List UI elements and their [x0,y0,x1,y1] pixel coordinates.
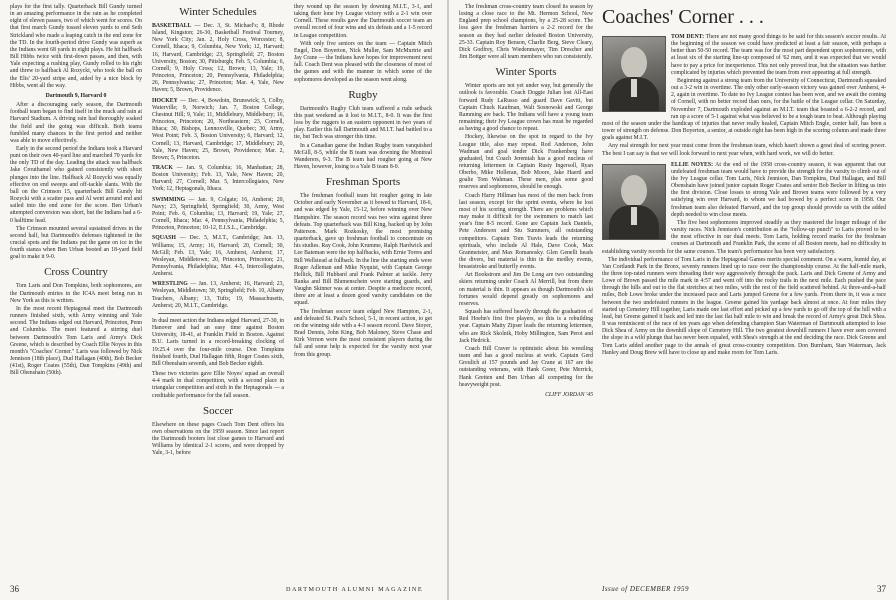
cross-country-heading: Cross Country [44,266,108,279]
winter-schedules-list [152,23,284,310]
paragraph: In dual meet action the Indians edged Harvard, 27-30, in Hanover and had an easy time against Boston University, 18-41, at Franklin Field in Boston. Against B.U. Laris turned in a record-breaking clocking of 19:25.4 over the four-mile course. Don Tompkins finished fourth, Dud Hallagan fifth, Roger Coates sixth, Bill Obenshain seventh, and Bob Becker eighth. [152,317,284,367]
cross-country-dual-meets [152,318,284,400]
paragraph: Hockey, likewise on the spot in regard to the Ivy League title, also may repeat. Rod Anderson, John Wadman and goal tender Dick Frankenberg have graduated, but Coach Jeremiah has a good nucleus of returning lettermen in Captain Rusty Ingersoll, Ryan Oberbo, Mike Holleran, Bob Moore, Jake Haertl and goalie Tom Wahman. These men, plus some good reserves and sophomores, should be enough. [459,134,593,191]
winter-sports-text [459,83,593,389]
schedule-entry [152,235,284,278]
soccer-heading: Soccer [203,404,233,417]
left-column-2 [152,4,284,460]
paragraph: Art Bookstrom and Jim De Long are two outstanding skiers returning under Coach Al Merrill, but from there on material is thin. It appears as though Dartmouth's ski fortunes would depend greatly on sophomores and reserves. [459,272,593,307]
left-column-3 [294,4,432,360]
harvard-game-subheading: Dartmouth 9, Harvard 0 [45,92,107,99]
schedule-entry [152,23,284,95]
soccer-continued [294,4,432,84]
freshman-sports-text [294,193,432,359]
schedule-entry [152,197,284,233]
paragraph: Squash has suffered heavily through the graduation of Red Hoehn's first five players, so this is a rebuilding year. Captain Matty Zipser leads the returning lettermen, who are Rick Skolnik, Hoby Millington, Sam Perot and Jack Hedrick. [459,309,593,344]
paragraph: The freshman football team hit rougher going in late October and early November as it bowed to Harvard, 18-6, and was edged by Yale, 15-12, before winning over New Hampshire. The season record was two wins against three defeats. Top quarterback was Bill King, backed up by John Patterson. Mark Rozkosky, the most promising quarterback, gave up freshman football to concentrate on his studies. Ray Cook, John Krumme, Ralph Hardwick and Lee Bateman were the top halfbacks, with Ernie Torres and Bill Wellstead at fullback. In the line the starting ends were Roger Adleman and Mike Nyquist, with Captain George Hellick, Bill Hubbard and Frank Palmer at tackle. Jerry Ranka and Bill Blumenschein were starting guards, and Vaughn Skinner was at center. Despite a mediocre record, there are at least a dozen good varsity candidates on the squad. [294,193,432,307]
paragraph: With only five seniors on the team — Captain Mitch Engel, Don Boyerton, Nick Muller, Sam McMurtrie and Jay Crane — the Indians have hopes for improvement next fall. Coach Dent was pleased with the closeness of most of the games and with the manner in which some of the sophomores developed as the season went along. [294,40,432,83]
paragraph: The Crimson mounted several sustained drives in the second half, but Dartmouth's defenses tightened in the crucial spots and the Indians put the game on ice in the fourth stanza when Ben Urban booted an 18-yard field goal to make it 9-0. [10,225,142,261]
paragraph: The individual performance of Tom Laris in the Heptagonal Games merits special comment. On a warm, humid day, at Van Cortlandt Park in the Bronx, seventy runners lined up to race over the championship course. At the half-mile mark, the three top-rated runners were threading their way aggressively through the pack. Laris and Dick Greene of Army and Lowe of Brown passed the mile mark in 4:57 and went off into the rocky trails in the next mile. Each pushed the pace through the hills and out to the flat stretches at two miles, with the rest of the field scattered behind. At three-and-a-half miles, Bob Lowe broke under the increased pace and Laris jumped Greene for a few yards. From there in, it was a race between the two undefeated runners in the league. Greene gained his yardage back almost at once. At four miles they started up Cemetery Hill together, Laris made one last effort and picked up a few yards to go off the top of the hill with a lead, but Greene gained it back and led into the last flat half mile to win and break the record of Army's great Dick Shea. It was reminiscent of the race of ten years ago when defending champion Stan Waterman of Dartmouth attempted to lose Dick Shea of Army on the downhill slope of Cemetery Hill. The two greatest downhill runners I have ever seen covered the slope in a wild plunge that has never been equaled, with Shea's strength at the end deciding the race. Dick Greene and Tom Laris added another page to the annals of great cross-country competition. Don Burnham, Stan Waterman, Jack Hanley and Doug Brew will have to close up and make room for Tom Laris. [602,256,886,356]
paragraph: plays for the first tally. Quarterback Bill Gundy turned in an amazing performance in the rain as he completed eight of eleven passes, two of which went for scores. On that first march Gundy tossed eleven yards to end Seth Strickland who made a leaping catch in the end zone for the TD. In the fourth-period drive Gundy was superb as the Indians went 68 yards in eight plays. He hit halfback Bill Hibbs twice with first-down passes, and then, with Yale expecting a rushing play, Gundy rolled to his right and threw to halfback Al Rozycki, who took the ball on the Elis' 20-yard stripe and, aided by a nice block by Hibbs, went all the way. [10,4,142,89]
schedule-sport: HOCKEY [152,97,178,104]
ellie-noyes-photo [602,164,666,240]
schedule-sport: SWIMMING [152,196,186,203]
schedule-dates: — Jan. 9, Colgate; 16, Amherst; 20, Navy; 23, Springfield, Springfield; 30, Army, West Point; Feb. 6, Columbia; 13, Harvard; 19, Yale; 27, Cornell, Ithaca; Mar. 4, Pennsylvania, Philadelphia; 5, Princeton, Princeton; 10-12, E.I.S.L., Cambridge. [152,196,284,232]
section-divider [158,313,278,314]
freshman-sports-heading: Freshman Sports [325,176,401,189]
schedule-dates: — Jan. 13, Amherst; 16, Harvard; 23, Wesleyan, Middletown; 30, Springfield; Feb. 10, Albany Teachers, Albany; 13, Tufts; 19, Massachusetts, Amherst; 20, M.I.T., Cambridge. [152,281,284,309]
paragraph: In the most recent Heptagonal meet the Dartmouth runners finished sixth, with Army winning and Yale second. The Indians edged out Harvard, Princeton, Penn and Columbia. The meet featured a stirring duel between Dartmouth's Tom Laris and Army's Dick Greene, which is described by Coach Ellie Noyes in this month's "Coaches' Corner." Laris was followed by Nick Jennison (18th place), Dud Hallagan (40th), Bob Becker (41st), Roger Coates (55th), Dan Tompkins (49th) and Bill Obenshain (50th). [10,305,142,377]
paragraph: The freshman cross-country team closed its season by losing a close race to the Mt. Hermon School, New England prep school champions, by a 25-28 score. The loss gave the freshman harriers a 2-2 record for the season as they had earlier defeated Boston University, 25-33. Captain Roy Benson, Charlie Berg, Steve Cleary, Dick Godfrey, Chris Wiedenmayer, Tim Drescher and Jim Bottger were all team members who ran consistently. [459,4,593,61]
schedule-dates: — Dec. 5, M.I.T., Cambridge; Jan. 13, Williams; 15, Army; 16, Harvard; 20, Cornell; 30, McGill; Feb. 13, Yale; 16, Amherst, Amherst; 17, Wesleyan, Middletown; 20, Princeton, Princeton; 21, Pennsylvania, Philadelphia; Mar. 4-5, Intercollegiates, Amherst. [152,235,284,278]
paragraph: These two victories gave Ellie Noyes' squad an overall 4-4 mark in dual competition, with a second place in triangular competition and sixth in the Heptagonals — a creditable performance for the fall season. [152,371,284,399]
rugby-text [294,106,432,171]
paragraph: Winter sports are not yet under way, but generally the outlook is favorable. Coach Doggie Julian lost All-East forward Rudy LaRusso and guard Dave Gavitt, but Captain Chuck Kaufman, Walt Sosnowski and George Ramming are back. The Indians will have a young team remaining; their Ivy League crown has must be regarded as having a good chance to repeat. [459,83,593,133]
schedule-dates: — Dec. 3, St. Michael's; 8, Rhode Island, Kingston; 26-30, Basketball Festival Tourney, New York City; Jan. 2, Holy Cross, Worcester; 8, Cornell, Ithaca; 9, Columbia, New York; 12, Harvard; 16, Harvard, Cambridge; 23, Springfield; 27, Boston University, Boston; 30, Pittsburgh; Feb. 5, Columbia; 6, Cornell; 9, Holy Cross; 12, Brown; 13, Yale; 19, Princeton, Princeton; 20, Pennsylvania, Philadelphia; 26, Pennsylvania; 27, Princeton; Mar. 4, Yale, New Haven; 5, Brown, Providence. [152,23,284,94]
right-column-1 [459,4,593,399]
schedule-entry [152,281,284,310]
paragraph: they wound up the season by downing M.I.T., 3-1, and taking their lone Ivy League victory with a 2-1 win over Cornell. These results gave the Dartmouth soccer team an overall record of four wins and six defeats and a 1-5 record in League competition. [294,4,432,39]
schedule-dates: — Dec. 4, Bowdoin, Brunswick; 5, Colby, Waterville; 9, Norwich; Jan. 7, Boston College, Chestnut Hill; 9, Yale; 11, Middlebury, Middlebury; 16, Princeton, Princeton; 20, Northeastern; 23, Cornell, Ithaca; 30, Bishops, Lennoxville, Quebec; 30, Army, West Point; Feb. 3, Boston University; 6, Harvard; 12, Cornell; 13, Harvard, Cambridge; 17, Middlebury; 20, Yale, New Haven; 25, Brown, Providence; Mar. 2, Brown; 5, Princeton. [152,97,284,161]
left-column-1 [10,4,142,379]
coach-name-lead: TOM DENT: [671,34,705,40]
paragraph: The freshman soccer team edged New Hampton, 2-1, and defeated St. Paul's School, 5-1, in recent action, to get on the winning side with a 4-3 season record. Dave Stoyer, Brad Dennis, John King, Bob Maloney, Steve Chase and Kirk Vernon were the most consistent players during the fall and some help is expected for the varsity next year from this group. [294,308,432,358]
left-page [0,0,447,600]
paragraph: Any real strength for next year must come from the freshman team, which hasn't shown a great deal of scoring power. The best I can say is that we will look forward to next year when, with hard work, we will do better. [602,143,886,157]
winter-schedules-heading: Winter Schedules [179,6,257,18]
paragraph: Elsewhere on these pages Coach Tom Dent offers his own observations on the 1959 season. Since last report the Dartmouth booters lost close games to Harvard and Williams by identical 2-1 scores, and were dropped by Yale, 3-1, before [152,421,284,457]
paragraph: Dartmouth's Rugby Club team suffered a rude setback this past weekend as it lost to M.I.T., 8-0. It was the first loss by the ruggers to an eastern opponent in two years of play. Earlier this fall Dartmouth and M.I.T. had battled to a tie, but Tech was stronger this time. [294,105,432,141]
page-number-left: 36 [10,584,19,594]
tom-dent-section [602,34,886,158]
paragraph: Coach Harry Hillman has most of the men back from last season, except for the sprint events, where he lost most of his scoring strength. There are problems which may make it difficult for the swimmers to match last year's fine 8-5 record. Gone are Captain Jack Daniels, Pete Anderson and Stu Summers, all outstanding competitors. Captain Tom Travis leads the returning spirituals, who include Al Hale, Dave Cook, Max Granmeister, and Max Romanosky. Glen Genelli heads the divers, but material is thin in the medley events, breaststroke and butterfly events. [459,192,593,271]
rugby-heading: Rugby [348,88,378,101]
schedule-sport: WRESTLING [152,281,188,288]
schedule-sport: TRACK [152,164,173,171]
paragraph: Tom Laris and Don Tompkins, both sophomores, are the Dartmouth entries in the IC4A meet being run in New York as this is written. [10,283,142,304]
paragraph: Beginning against a strong team from the University of Connecticut, Dartmouth squeaked out a 3-2 win in overtime. The only other early-season victory was gained over Amherst, 4-2, again in overtime. To date no Ivy League contest has been won, and we await the coming of Cornell, with no better record than ours, for the battle of the League cellar. On Saturday, November 7, Dartmouth exploded against an M.I.T. team that boasted a 6-2-2 record, and ran up a score of 5-1 against what was believed to be a tough team to beat. Although playing most of the season under the handicap of injuries that never really healed, Captain Mitch Engle, center half, has been a tower of strength on defense. Don Boyerton, a senior, at outside right has been high in the scoring column and made three goals against M.I.T. [602,77,886,142]
paragraph: After a discouraging early season, the Dartmouth football team began to find itself in the muck and rain at Harvard Stadium. A driving rain had thoroughly soaked the field and the going was difficult. Both teams fumbled many chances in the first period and neither was able to move effectively. [10,102,142,144]
schedule-entry [152,98,284,162]
coaches-corner-column [602,4,886,358]
magazine-footer: DARTMOUTH ALUMNI MAGAZINE [286,586,424,593]
paragraph: In a Canadian game the Indian Rugby team vanquished McGill, 8-5, while the B team was downing the Montreal Wanderers, 9-3. The B team had rougher going at New Haven, however, losing to a Yale B team 8-0. [294,142,432,170]
right-page [449,0,896,600]
winter-sports-heading: Winter Sports [495,66,557,79]
author-signature: CLIFF JORDAN '45 [545,391,593,398]
paragraph: The five best sophomores improved steadily as they mastered the longer mileage of the varsity races. Nick Jennison's contribution as the "follow-up punch" to Laris proved to be the most effective in our dual meets. Tom Laris, holding record marks for the freshman courses at Dartmouth and Franklin Park, the scene of all Boston meets, had no difficulty in establishing varsity records for the same courses. The team's performance has been very satisfactory. [602,219,886,255]
schedule-entry [152,165,284,194]
football-intro [10,4,142,90]
page-number-right: 37 [877,584,886,594]
schedule-sport: BASKETBALL [152,23,192,29]
paragraph: Early in the second period the Indians took a Harvard punt on their own 40-yard line and marched 70 yards for the only TD of the day. Leading the attack was halfback Jake Crouthamel who gained consistently with short plunges into the line. Halfback Al Rozycki was equally effective on end sweeps and off-tackle slants. With the ball on the Crimson 15, quarterback Bill Gundy hit Rozycki with a scatter pass and Al went around end and sailed into the end zone for the score. Ben Urban's attempted conversion was short, but the Indians had a 6-0 halftime lead. [10,145,142,224]
ellie-noyes-section [602,162,886,357]
coaches-corner-title: Coaches' Corner . . . [602,6,764,28]
paragraph: ELLIE NOYES: At the end of the 1958 cross-country season, it was apparent that our undefeated freshman team would have to provide the strength for the varsity to climb out of the Ivy League cellar. Tom Laris, Nick Jennison, Dan Tompkins, Dud Hallagan, and Bill Obenshain have joined junior captain Roger Coates and senior Bob Becker in lifting us into the first division. Close losses to strong Yale and Brown teams were followed by a very satisfying win over Harvard, to whom we had bowed by a perfect score in 1958. Our freshman team also defeated Harvard, and the top group should provide us with the added depth needed to win close meets. [671,161,886,218]
schedule-sport: SQUASH [152,235,176,242]
freshman-cross-country-text [459,4,593,61]
soccer-text [152,422,284,458]
paragraph: Coach Bill Craver is optimistic about his wrestling team and has a good nucleus at work. Captain Gerd Greulich at 157 pounds and Jay Crane at 167 are the outstanding veterans, with Hank Greer, Pete Merrick, Hank Gretten and Ben Urban all competing for the heavyweight post. [459,345,593,388]
tom-dent-photo [602,36,666,112]
cross-country-text [10,283,142,377]
coach-name-lead: ELLIE NOYES: [671,161,714,168]
harvard-game-text [10,102,142,261]
paragraph: TOM DENT: There are not many good things to be said for this season's soccer results. At the beginning of the season we could have predicted at least a fair season, with perhaps a better than 50-50 record. The team was for the most part dependent upon sophomores, with at least six of the starting line-up composed of '62 men, and it was expected that we would have to pay a price for inexperience. This not only proved true, but the situation was further complicated by injuries which prevented the team from ever appearing at full strength. [671,34,886,76]
schedule-dates: — Jan. 9, Columbia; 16, Manhattan; 28, Boston University; Feb. 13, Yale, New Haven; 20, Harvard; 27, Cornell; Mar. 5, Intercollegiates, New York; 12, Heptagonals, Ithaca. [152,164,284,193]
issue-footer: Issue of DECEMBER 1959 [602,585,690,593]
